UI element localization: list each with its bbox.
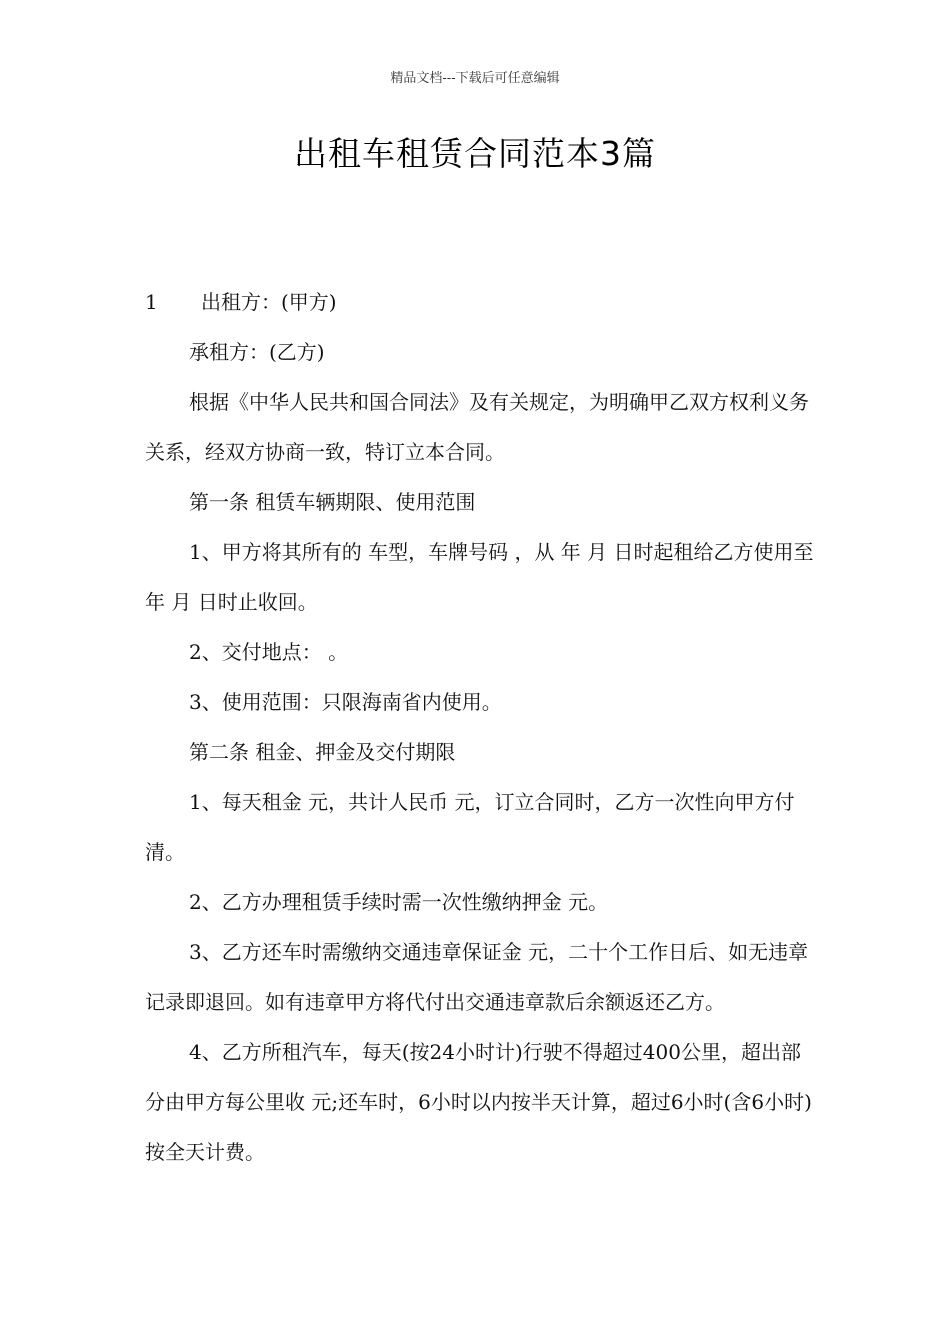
header-note: 精品文档---下载后可任意编辑 (390, 71, 560, 86)
paragraph-preamble: 根据《中华人民共和国合同法》及有关规定，为明确甲乙双方权利义务关系，经双方协商一致，特订立本合同。 (145, 390, 809, 464)
article-1-clause-3: 3、使用范围：只限海南省内使用。 (189, 690, 502, 714)
section-number: 1 (145, 290, 158, 314)
article-2-clause-1: 1、每天租金 元，共计人民币 元，订立合同时，乙方一次性向甲方付清。 (145, 790, 795, 864)
article-1-clause-2: 2、交付地点： 。 (189, 640, 349, 664)
document-body (145, 277, 815, 1177)
article-1-heading: 第一条 租赁车辆期限、使用范围 (189, 490, 476, 514)
article-2-clause-3: 3、乙方还车时需缴纳交通违章保证金 元，二十个工作日后、如无违章记录即退回。如有违章甲方将代付出交通违章款后余额返还乙方。 (145, 940, 809, 1014)
article-2-clause-4: 4、乙方所租汽车，每天(按24小时计)行驶不得超过400公里，超出部分由甲方每公里收 元;还车时，6小时以内按半天计算，超过6小时(含6小时)按全天计费。 (145, 1040, 812, 1164)
article-1-clause-1: 1、甲方将其所有的 车型，车牌号码 ，从 年 月 日时起租给乙方使用至 年 月 日时止收回。 (145, 540, 814, 614)
document-title: 出租车租赁合同范本3篇 (294, 134, 656, 173)
lessor-label: 出租方：(甲方) (201, 290, 337, 314)
paragraph-lessor (145, 277, 815, 327)
article-2-clause-2: 2、乙方办理租赁手续时需一次性缴纳押金 元。 (189, 890, 609, 914)
paragraph-lessee: 承租方：(乙方) (189, 340, 325, 364)
article-2-heading: 第二条 租金、押金及交付期限 (189, 740, 456, 764)
